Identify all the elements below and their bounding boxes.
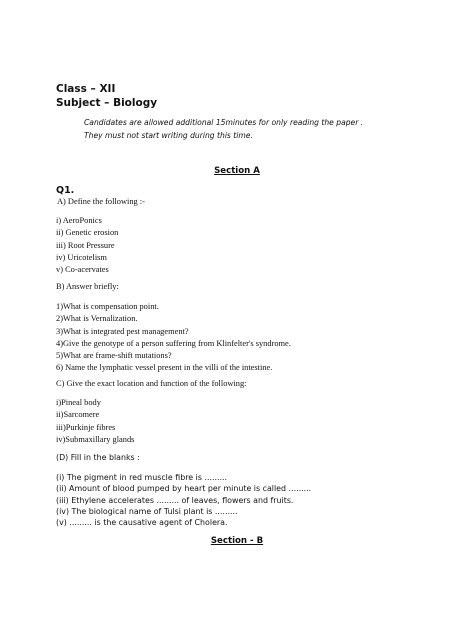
list-item: v) Co-acervates [56, 265, 109, 275]
list-item: (iv) The biological name of Tulsi plant is ......... [56, 506, 238, 516]
list-item: i)Pineal body [56, 398, 101, 407]
list-item: 4)Give the genotype of a person suffering from Klinfelter's syndrome. [56, 338, 291, 348]
part-c-heading: C) Give the exact location and function of the following: [56, 379, 247, 388]
list-item: iv)Submaxillary glands [56, 434, 135, 444]
list-item: iii)Purkinje fibres [56, 422, 116, 432]
list-item: ii) Genetic erosion [56, 228, 119, 238]
list-item: (iii) Ethylene accelerates ......... of leaves, flowers and fruits. [56, 495, 294, 505]
list-item: (v) ......... is the causative agent of Cholera. [56, 518, 228, 528]
section-a-title: Section A [214, 166, 260, 176]
list-item: (i) The pigment in red muscle fibre is ......... [56, 473, 228, 482]
list-item: 5)What are frame-shift mutations? [56, 351, 172, 361]
part-a-list [56, 215, 118, 276]
list-item: (ii) Amount of blood pumped by heart per minute is called ......... [56, 484, 312, 494]
section-b-title: Section - B [210, 536, 264, 546]
list-item: 3)What is integrated pest management? [56, 326, 189, 336]
question-1-label: Q1. [56, 185, 75, 196]
list-item: 6) Name the lymphatic vessel present in the villi of the intestine. [56, 363, 273, 373]
part-b-heading: B) Answer briefly: [56, 282, 119, 291]
list-item: ii)Sarcomere [56, 410, 100, 420]
subject-heading: Subject – Biology [56, 97, 158, 109]
instruction-line: Candidates are allowed additional 15minutes for only reading the paper . [84, 118, 364, 127]
list-item: iii) Root Pressure [56, 240, 115, 250]
instruction-line: They must not start writing during this time. [84, 131, 253, 140]
list-item: 1)What is compensation point. [56, 302, 159, 311]
list-item: i) AeroPonics [56, 216, 102, 225]
part-d-heading: (D) Fill in the blanks : [56, 453, 140, 462]
list-item: iv) Uricotelism [56, 252, 107, 262]
list-item: 2)What is Vernalization. [56, 314, 138, 324]
instructions [84, 116, 363, 142]
class-heading: Class – XII [56, 83, 116, 95]
part-c-list [56, 397, 134, 446]
part-d-list [56, 472, 311, 528]
part-a-heading: A) Define the following :- [57, 197, 145, 206]
part-b-list [56, 301, 291, 375]
